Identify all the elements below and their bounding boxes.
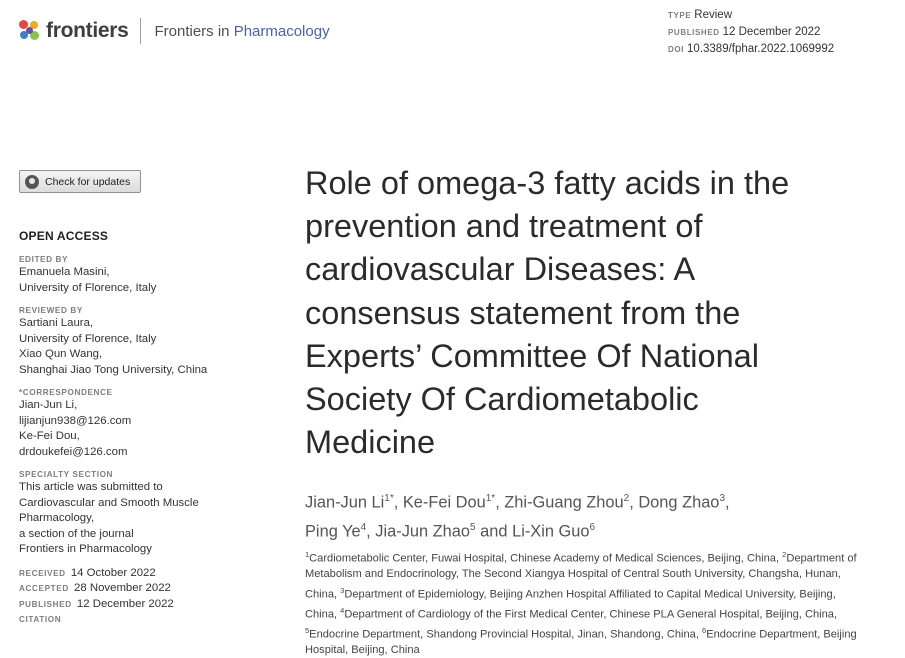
published-value: 12 December 2022 bbox=[76, 597, 174, 610]
journal-accent: Pharmacology bbox=[233, 22, 330, 40]
received-label: RECEIVED bbox=[19, 568, 66, 578]
section-line: Jian-Jun Li, bbox=[19, 399, 78, 411]
check-for-updates-button[interactable] bbox=[19, 170, 141, 193]
reviewed-by-section bbox=[19, 305, 249, 378]
affiliation-marker: 4 bbox=[340, 605, 345, 615]
section-line: This article was submitted to bbox=[19, 481, 163, 493]
section-line: Frontiers in Pharmacology bbox=[19, 543, 152, 555]
correspondence-section bbox=[19, 387, 249, 460]
doi-link[interactable]: 10.3389/fphar.2022.1069992 bbox=[687, 43, 835, 55]
title-line: cardiovascular Diseases: A bbox=[305, 251, 696, 288]
open-access-label: OPEN ACCESS bbox=[19, 229, 109, 243]
author-name[interactable]: Li-Xin Guo bbox=[512, 522, 590, 541]
author-affiliation-marker: 5 bbox=[470, 522, 476, 534]
affiliation-marker: 3 bbox=[340, 585, 345, 595]
email-link[interactable]: drdoukefei@126.com bbox=[19, 445, 128, 458]
affiliation-marker: 2 bbox=[782, 550, 787, 559]
affiliation-text: Department of Cardiology of the First Medical Center, Chinese PLA General Hospital, Beijing, China, bbox=[344, 608, 838, 621]
received-value: 14 October 2022 bbox=[70, 566, 156, 579]
brand-divider bbox=[140, 18, 141, 44]
section-line: Sartiani Laura, bbox=[19, 317, 94, 329]
affiliation-text: Department of Metabolism and Endocrinology, The Second Xiangya Hospital of Central South University, Changsha, Hunan, China, bbox=[305, 552, 857, 601]
section-line: University of Florence, Italy bbox=[19, 332, 157, 345]
author-name[interactable]: Ping Ye bbox=[305, 522, 361, 541]
title-line: Society Of Cardiometabolic bbox=[305, 381, 699, 418]
section-label: REVIEWED BY bbox=[19, 306, 83, 315]
email-link[interactable]: lijianjun938@126.com bbox=[19, 414, 132, 427]
author-name[interactable]: Zhi-Guang Zhou bbox=[504, 493, 624, 512]
published-label: PUBLISHED bbox=[19, 599, 72, 609]
section-line: a section of the journal bbox=[19, 527, 134, 540]
crossmark-icon bbox=[25, 175, 39, 189]
section-label: EDITED BY bbox=[19, 255, 69, 264]
author-list: Jian-Jun $Li^{1*}$, Ke-Fei Dou$^{1*}$, Zhi-Guang Zhou$^2$, Dong Zhao$^3$, Ping Ye$^4$, Jia-Jun Zhao$^5$ and Li-Xin Guo$^6$ bbox=[305, 493, 730, 541]
title-line: prevention and treatment of bbox=[305, 208, 703, 245]
publisher-brand[interactable] bbox=[19, 16, 330, 46]
author-affiliation-marker: 4 bbox=[360, 522, 367, 534]
section-line: Ke-Fei Dou, bbox=[19, 430, 80, 442]
article-title bbox=[305, 162, 885, 464]
journal-prefix: Frontiers in bbox=[154, 22, 230, 40]
affiliation-text: Endocrine Department, Beijing Hospital, Beijing, China bbox=[305, 628, 857, 656]
author-affiliation-marker: 2 bbox=[623, 493, 630, 504]
article-sidebar bbox=[19, 229, 249, 624]
citation-label: CITATION bbox=[19, 615, 62, 624]
check-for-updates-label: Check for updates bbox=[45, 175, 131, 188]
section-label: SPECIALTY SECTION bbox=[19, 470, 114, 479]
type-label: TYPE bbox=[668, 11, 692, 20]
specialty-section bbox=[19, 469, 249, 558]
author-name[interactable]: Ke-Fei Dou bbox=[402, 493, 486, 512]
published-value: 12 December 2022 bbox=[722, 26, 821, 38]
section-label: *CORRESPONDENCE bbox=[19, 388, 113, 397]
title-line: Medicine bbox=[305, 424, 436, 461]
doi-label: DOI bbox=[668, 45, 685, 54]
author-affiliation-marker: 1* bbox=[384, 493, 394, 504]
journal-name bbox=[154, 23, 329, 40]
section-line: Xiao Qun Wang, bbox=[19, 348, 103, 360]
logo-text: frontiers bbox=[46, 19, 129, 42]
affiliation-marker: 5 bbox=[305, 625, 310, 635]
author-name[interactable]: Jian-Jun Li bbox=[305, 493, 385, 512]
article-dates bbox=[19, 566, 249, 613]
title-line: consensus statement from the bbox=[305, 294, 741, 331]
article-meta bbox=[668, 7, 834, 58]
published-label: PUBLISHED bbox=[668, 28, 720, 37]
accepted-value: 28 November 2022 bbox=[74, 582, 171, 594]
author-affiliation-marker: 6 bbox=[589, 522, 596, 534]
author-affiliation-marker: 1* bbox=[485, 493, 496, 504]
edited-by-section bbox=[19, 254, 249, 296]
author-name[interactable]: Jia-Jun Zhao bbox=[375, 522, 471, 541]
title-line: Role of omega-3 fatty acids in the bbox=[305, 165, 790, 201]
author-name[interactable]: Dong Zhao bbox=[638, 493, 720, 512]
author-affiliation-marker: 3 bbox=[719, 493, 725, 504]
section-line: Emanuela Masini, bbox=[19, 266, 110, 278]
section-line: Cardiovascular and Smooth Muscle bbox=[19, 496, 199, 509]
frontiers-logo-icon bbox=[19, 20, 41, 42]
affiliation-marker: 6 bbox=[702, 625, 707, 635]
affiliations bbox=[305, 547, 870, 658]
affiliation-marker: 1 bbox=[305, 550, 310, 559]
title-line: Experts’ Committee Of National bbox=[305, 337, 759, 374]
section-line: Pharmacology, bbox=[19, 512, 95, 524]
section-line: University of Florence, Italy bbox=[19, 281, 157, 294]
section-line: Shanghai Jiao Tong University, China bbox=[19, 363, 208, 376]
affiliation-text: Endocrine Department, Shandong Provincial Hospital, Jinan, Shandong, China, bbox=[309, 628, 699, 641]
accepted-label: ACCEPTED bbox=[19, 584, 69, 593]
type-value: Review bbox=[694, 9, 733, 21]
affiliation-text: Cardiometabolic Center, Fuwai Hospital, Chinese Academy of Medical Sciences, Beijing, China, bbox=[309, 552, 780, 565]
affiliation-text: Department of Epidemiology, Beijing Anzhen Hospital Affiliated to Capital Medical University, Beijing, China, bbox=[305, 588, 836, 621]
